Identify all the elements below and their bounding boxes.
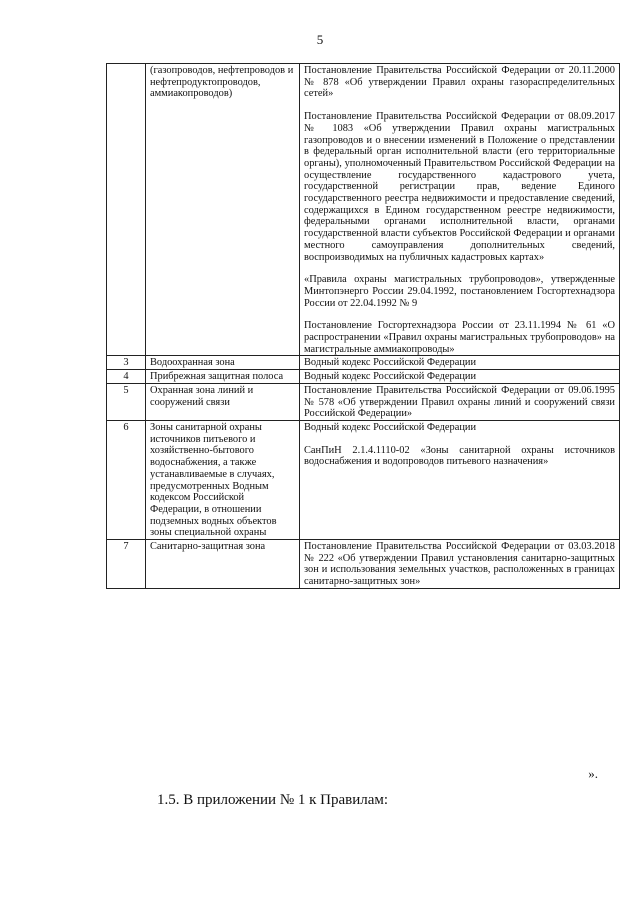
legal-document: Постановление Правительства Российской Федерации от 08.09.2017 № 1083 «Об утверждении Правил охраны магистральных газопроводов и о внесении изменений в Положение о представлении в федеральный орган исполнительной власти (его территориальные органы), уполномоченный Правительством Российской Федерации на осуществление государственного кадастрового учета, государственной регистрации прав, ведение Единого государственного реестра недвижимости и предоставление сведений, содержащихся в Едином государственном реестре недвижимости, федеральными органами исполнительной власти, органами государственной власти субъектов Российской Федерации и органами местного самоуправления дополнительных сведений, воспроизводимых на публичных кадастровых картах»: [304, 111, 615, 263]
legal-basis: [300, 370, 620, 384]
section-heading: 1.5. В приложении № 1 к Правилам:: [157, 792, 389, 808]
legal-document: СанПиН 2.1.4.1110-02 «Зоны санитарной охраны источников водоснабжения и водопроводов питьевого назначения»: [304, 444, 615, 468]
legal-basis: [300, 540, 620, 589]
zone-name: Прибрежная защитная полоса: [146, 370, 300, 384]
zone-name: (газопроводов, нефтепроводов и нефтепродуктопроводов, аммиакопроводов): [146, 64, 300, 356]
table-row: [107, 370, 620, 384]
table-row: [107, 420, 620, 539]
legal-document: Постановление Правительства Российской Федерации от 20.11.2000 № 878 «Об утверждении Правил охраны газораспределительных сетей»: [304, 65, 615, 100]
legal-basis: [300, 420, 620, 539]
legal-document: Водный кодекс Российской Федерации: [304, 421, 477, 433]
legal-basis: [300, 383, 620, 420]
zone-name: Санитарно-защитная зона: [146, 540, 300, 589]
zone-name: Охранная зона линий и сооружений связи: [146, 383, 300, 420]
legal-document: Постановление Госгортехнадзора России от 23.11.1994 № 61 «О распространении «Правил охраны магистральных трубопроводов» на магистральные аммиакопроводы»: [304, 320, 615, 355]
table-row: [107, 383, 620, 420]
closing-quote: ».: [588, 766, 598, 781]
legal-document: Водный кодекс Российской Федерации: [304, 357, 477, 369]
zone-name: Водоохранная зона: [146, 356, 300, 370]
legal-document: Постановление Правительства Российской Федерации от 03.03.2018 № 222 «Об утверждении Правил установления санитарно-защитных зон и использования земельных участков, расположенных в границах санитарно-защитных зон»: [304, 541, 615, 588]
row-number: [107, 64, 146, 356]
table-row: [107, 64, 620, 356]
legal-document: Водный кодекс Российской Федерации: [304, 371, 477, 383]
zone-name: Зоны санитарной охраны источников питьевого и хозяйственно-бытового водоснабжения, а также устанавливаемые в случаях, предусмотренных Водным кодексом Российской Федерации, в отношении подземных водных объектов зоны специальной охраны: [146, 420, 300, 539]
row-number: 5: [107, 383, 146, 420]
legal-document: Постановление Правительства Российской Федерации от 09.06.1995 № 578 «Об утверждении Правил охраны линий и сооружений связи Российской Федерации»: [304, 384, 615, 420]
row-number: 3: [107, 356, 146, 370]
legal-basis: [300, 356, 620, 370]
zones-table: [106, 63, 620, 589]
row-number: 7: [107, 540, 146, 589]
legal-basis: [300, 64, 620, 356]
row-number: 4: [107, 370, 146, 384]
page-number: 5: [316, 32, 324, 47]
row-number: 6: [107, 420, 146, 539]
table-row: [107, 540, 620, 589]
legal-document: «Правила охраны магистральных трубопроводов», утвержденные Минтопэнерго России 29.04.1992, постановлением Госгортехнадзора России от 22.04.1992 № 9: [304, 274, 615, 309]
table-row: [107, 356, 620, 370]
